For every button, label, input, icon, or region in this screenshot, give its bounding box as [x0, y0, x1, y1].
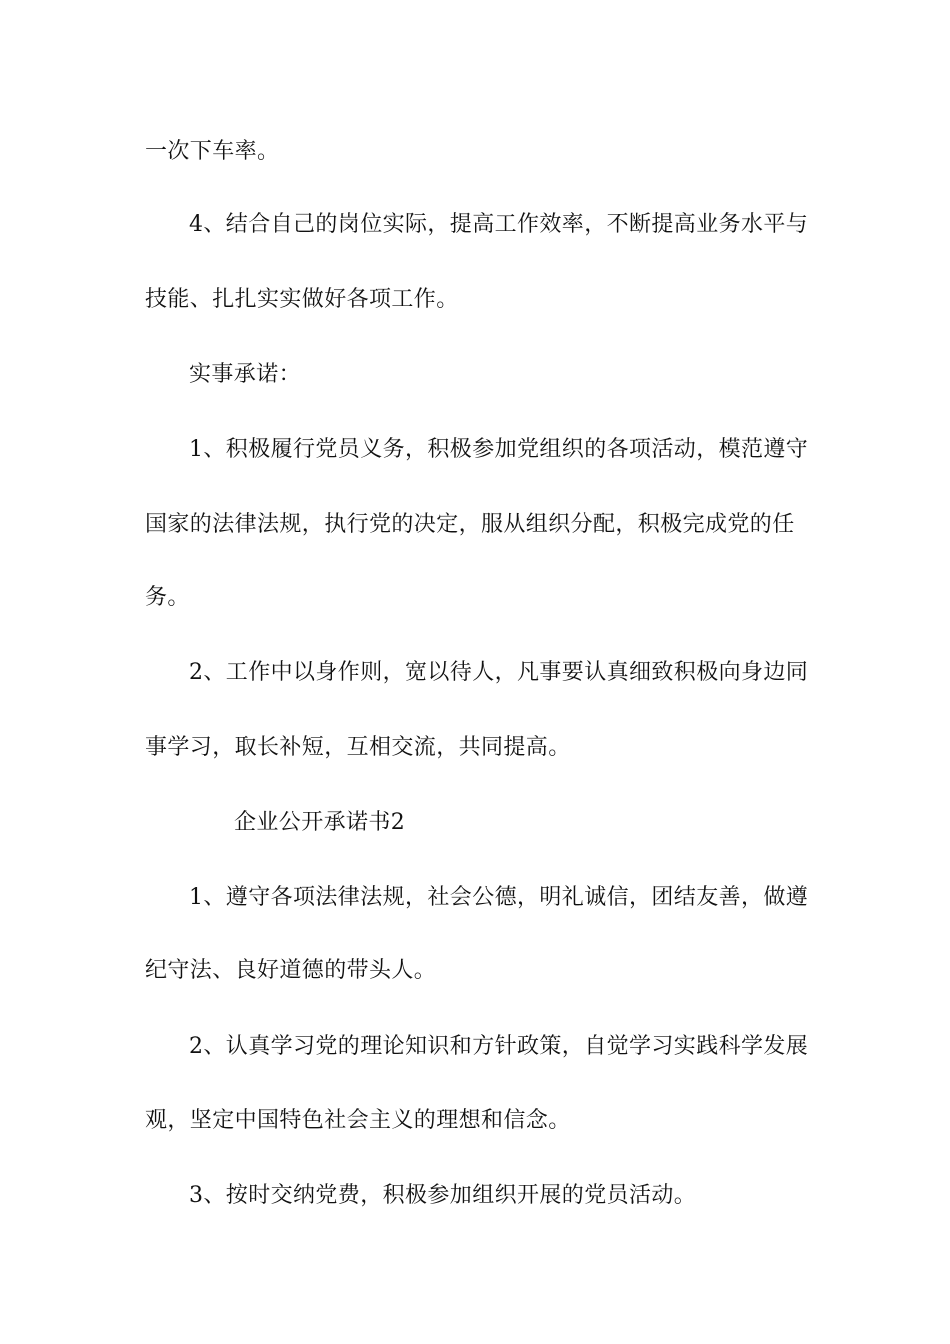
paragraph-line: 2、认真学习党的理论知识和方针政策，自觉学习实践科学发展	[189, 1034, 809, 1059]
paragraph-line: 4、结合自己的岗位实际，提高工作效率，不断提高业务水平与	[189, 212, 809, 237]
paragraph-line: 务。	[145, 585, 190, 610]
paragraph-line: 技能、扎扎实实做好各项工作。	[145, 287, 459, 312]
paragraph-line: 国家的法律法规，执行党的决定，服从组织分配，积极完成党的任	[145, 512, 795, 537]
paragraph-line: 纪守法、良好道德的带头人。	[145, 958, 437, 983]
paragraph-line: 1、遵守各项法律法规，社会公德，明礼诚信，团结友善，做遵	[189, 885, 809, 910]
paragraph-line: 观，坚定中国特色社会主义的理想和信念。	[145, 1108, 571, 1133]
paragraph-line: 一次下车率。	[145, 139, 280, 164]
section-title: 企业公开承诺书2	[234, 810, 406, 835]
paragraph-line: 事学习，取长补短，互相交流，共同提高。	[145, 735, 571, 760]
paragraph-line: 2、工作中以身作则，宽以待人，凡事要认真细致积极向身边同	[189, 660, 809, 685]
section-label: 实事承诺：	[189, 362, 302, 387]
paragraph-line: 1、积极履行党员义务，积极参加党组织的各项活动，模范遵守	[189, 437, 809, 462]
paragraph-line: 3、按时交纳党费，积极参加组织开展的党员活动。	[189, 1183, 697, 1208]
